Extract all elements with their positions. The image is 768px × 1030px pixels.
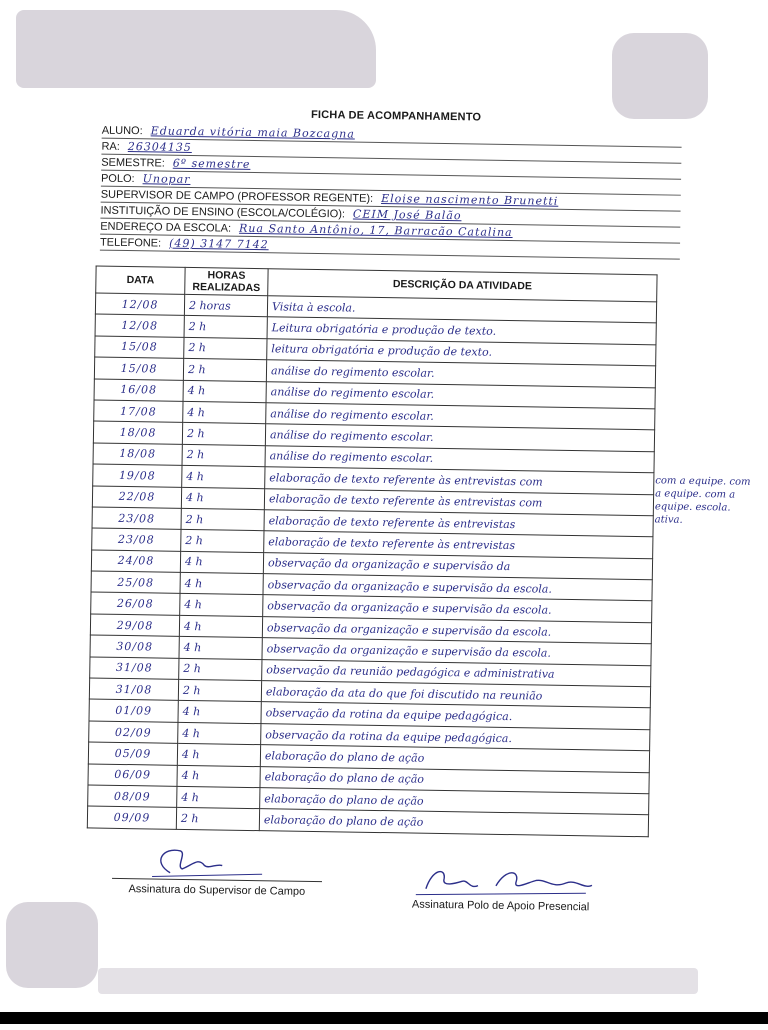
cell-hours: 2 h xyxy=(179,658,262,681)
cell-desc: elaboração do plano de ação xyxy=(260,788,649,815)
field-value: CEIM José Balão xyxy=(352,207,462,223)
cell-desc: Leitura obrigatória e produção de texto. xyxy=(267,317,656,344)
cell-date: 09/09 xyxy=(87,806,176,829)
cell-desc: elaboração de texto referente às entrevistas xyxy=(264,531,653,558)
field-value: Unopar xyxy=(142,172,191,186)
cell-desc: observação da rotina da equipe pedagógica. xyxy=(261,702,650,729)
cell-desc: elaboração de texto referente às entrevistas com xyxy=(265,467,654,494)
supervisor-signature-block xyxy=(112,842,323,898)
cell-hours: 4 h xyxy=(181,487,264,510)
cell-desc: elaboração de texto referente às entrevistas xyxy=(264,510,653,537)
field-label: TELEFONE: xyxy=(99,236,162,250)
cell-date: 15/08 xyxy=(95,336,184,359)
field-label: POLO: xyxy=(100,172,135,186)
cell-desc: leitura obrigatória e produção de texto. xyxy=(267,338,656,365)
cell-date: 30/08 xyxy=(90,635,179,658)
field-label: ALUNO: xyxy=(101,124,143,138)
field-label: SEMESTRE: xyxy=(101,156,165,170)
cell-date: 29/08 xyxy=(90,614,179,637)
cell-hours: 2 h xyxy=(176,808,259,831)
field-label: RA: xyxy=(101,140,120,153)
cell-date: 31/08 xyxy=(89,678,178,701)
cell-hours: 4 h xyxy=(178,722,261,745)
field-value: Eloise nascimento Brunetti xyxy=(381,191,559,208)
header-hours: HORAS REALIZADAS xyxy=(185,267,268,295)
cell-hours: 4 h xyxy=(180,551,263,574)
cell-date: 23/08 xyxy=(92,528,181,551)
header-description: DESCRIÇÃO DA ATIVIDADE xyxy=(268,269,657,302)
cell-hours: 2 h xyxy=(182,423,265,446)
polo-signature xyxy=(396,862,607,901)
cell-desc: Visita à escola. xyxy=(267,296,656,323)
polo-signature-block xyxy=(396,862,607,913)
scan-bottom-edge xyxy=(0,1012,768,1024)
cell-date: 18/08 xyxy=(93,421,182,444)
cell-hours: 2 horas xyxy=(184,294,267,317)
cell-desc: observação da reunião pedagógica e administrativa xyxy=(262,659,651,686)
cell-date: 17/08 xyxy=(94,400,183,423)
cell-hours: 2 h xyxy=(181,508,264,531)
cell-hours: 4 h xyxy=(177,786,260,809)
cell-hours: 4 h xyxy=(180,594,263,617)
cell-hours: 4 h xyxy=(183,380,266,403)
field-label: SUPERVISOR DE CAMPO (PROFESSOR REGENTE): xyxy=(100,188,374,205)
cell-hours: 2 h xyxy=(183,359,266,382)
cell-desc: observação da organização e supervisão da escola. xyxy=(263,574,652,601)
cell-desc: análise do regimento escolar. xyxy=(266,403,655,430)
field-value: 26304135 xyxy=(127,139,192,155)
cell-hours: 2 h xyxy=(178,679,261,702)
cell-desc: observação da organização e supervisão da escola. xyxy=(262,617,651,644)
cell-desc: análise do regimento escolar. xyxy=(266,381,655,408)
header-date: DATA xyxy=(96,266,185,294)
field-value: 6º semestre xyxy=(172,156,251,171)
field-value: (49) 3147 7142 xyxy=(169,236,269,252)
cell-hours: 4 h xyxy=(179,637,262,660)
supervisor-signature-label: Assinatura do Supervisor de Campo xyxy=(128,883,306,898)
cell-hours: 2 h xyxy=(182,444,265,467)
cell-hours: 4 h xyxy=(182,466,265,489)
cell-desc: elaboração do plano de ação xyxy=(259,809,648,836)
cell-desc: observação da organização e supervisão da escola. xyxy=(263,595,652,622)
cell-date: 31/08 xyxy=(90,657,179,680)
cell-date: 12/08 xyxy=(95,293,184,316)
cell-date: 06/09 xyxy=(88,764,177,787)
cell-date: 24/08 xyxy=(91,550,180,573)
cell-date: 26/08 xyxy=(91,592,180,615)
table-body xyxy=(87,293,656,837)
cell-date: 16/08 xyxy=(94,379,183,402)
cell-date: 08/09 xyxy=(88,785,177,808)
cell-date: 19/08 xyxy=(93,464,182,487)
polo-signature-label: Assinatura Polo de Apoio Presencial xyxy=(411,898,590,914)
cell-hours: 4 h xyxy=(180,572,263,595)
cell-desc: análise do regimento escolar. xyxy=(266,360,655,387)
field-value: Eduarda vitória maia Bozcagna xyxy=(150,124,355,141)
form-title: FICHA DE ACOMPANHAMENTO xyxy=(310,108,482,124)
supervisor-signature xyxy=(112,842,323,881)
cell-hours: 4 h xyxy=(179,615,262,638)
cell-desc: observação da organização e supervisão da xyxy=(263,552,652,579)
cell-desc: elaboração da ata do que foi discutido na reunião xyxy=(261,681,650,708)
field-label: INSTITUIÇÃO DE ENSINO (ESCOLA/COLÉGIO): xyxy=(100,204,346,221)
cell-date: 23/08 xyxy=(92,507,181,530)
cell-date: 02/09 xyxy=(89,721,178,744)
cell-hours: 4 h xyxy=(177,765,260,788)
cell-date: 22/08 xyxy=(92,486,181,509)
cell-date: 18/08 xyxy=(93,443,182,466)
cell-hours: 4 h xyxy=(177,744,260,767)
cell-date: 05/09 xyxy=(88,742,177,765)
cell-desc: elaboração de texto referente às entrevistas com xyxy=(264,488,653,515)
cell-desc: observação da organização e supervisão da escola. xyxy=(262,638,651,665)
cell-hours: 4 h xyxy=(178,701,261,724)
cell-desc: observação da rotina da equipe pedagógica. xyxy=(261,723,650,750)
cell-desc: análise do regimento escolar. xyxy=(265,424,654,451)
cell-hours: 2 h xyxy=(181,530,264,553)
cell-hours: 2 h xyxy=(184,337,267,360)
cell-hours: 2 h xyxy=(184,316,267,339)
cell-date: 25/08 xyxy=(91,571,180,594)
cell-date: 12/08 xyxy=(95,314,184,337)
cell-hours: 4 h xyxy=(183,401,266,424)
field-value: Rua Santo Antônio, 17, Barracão Catalina xyxy=(238,221,513,240)
cell-date: 01/09 xyxy=(89,699,178,722)
cell-desc: elaboração do plano de ação xyxy=(260,745,649,772)
cell-desc: análise do regimento escolar. xyxy=(265,445,654,472)
activity-table xyxy=(87,266,658,838)
cell-desc: elaboração do plano de ação xyxy=(260,766,649,793)
field-label: ENDEREÇO DA ESCOLA: xyxy=(100,220,232,235)
margin-notes: com a equipe. com a equipe. com a equipe. escola. ativa. xyxy=(654,475,751,526)
cell-date: 15/08 xyxy=(94,357,183,380)
